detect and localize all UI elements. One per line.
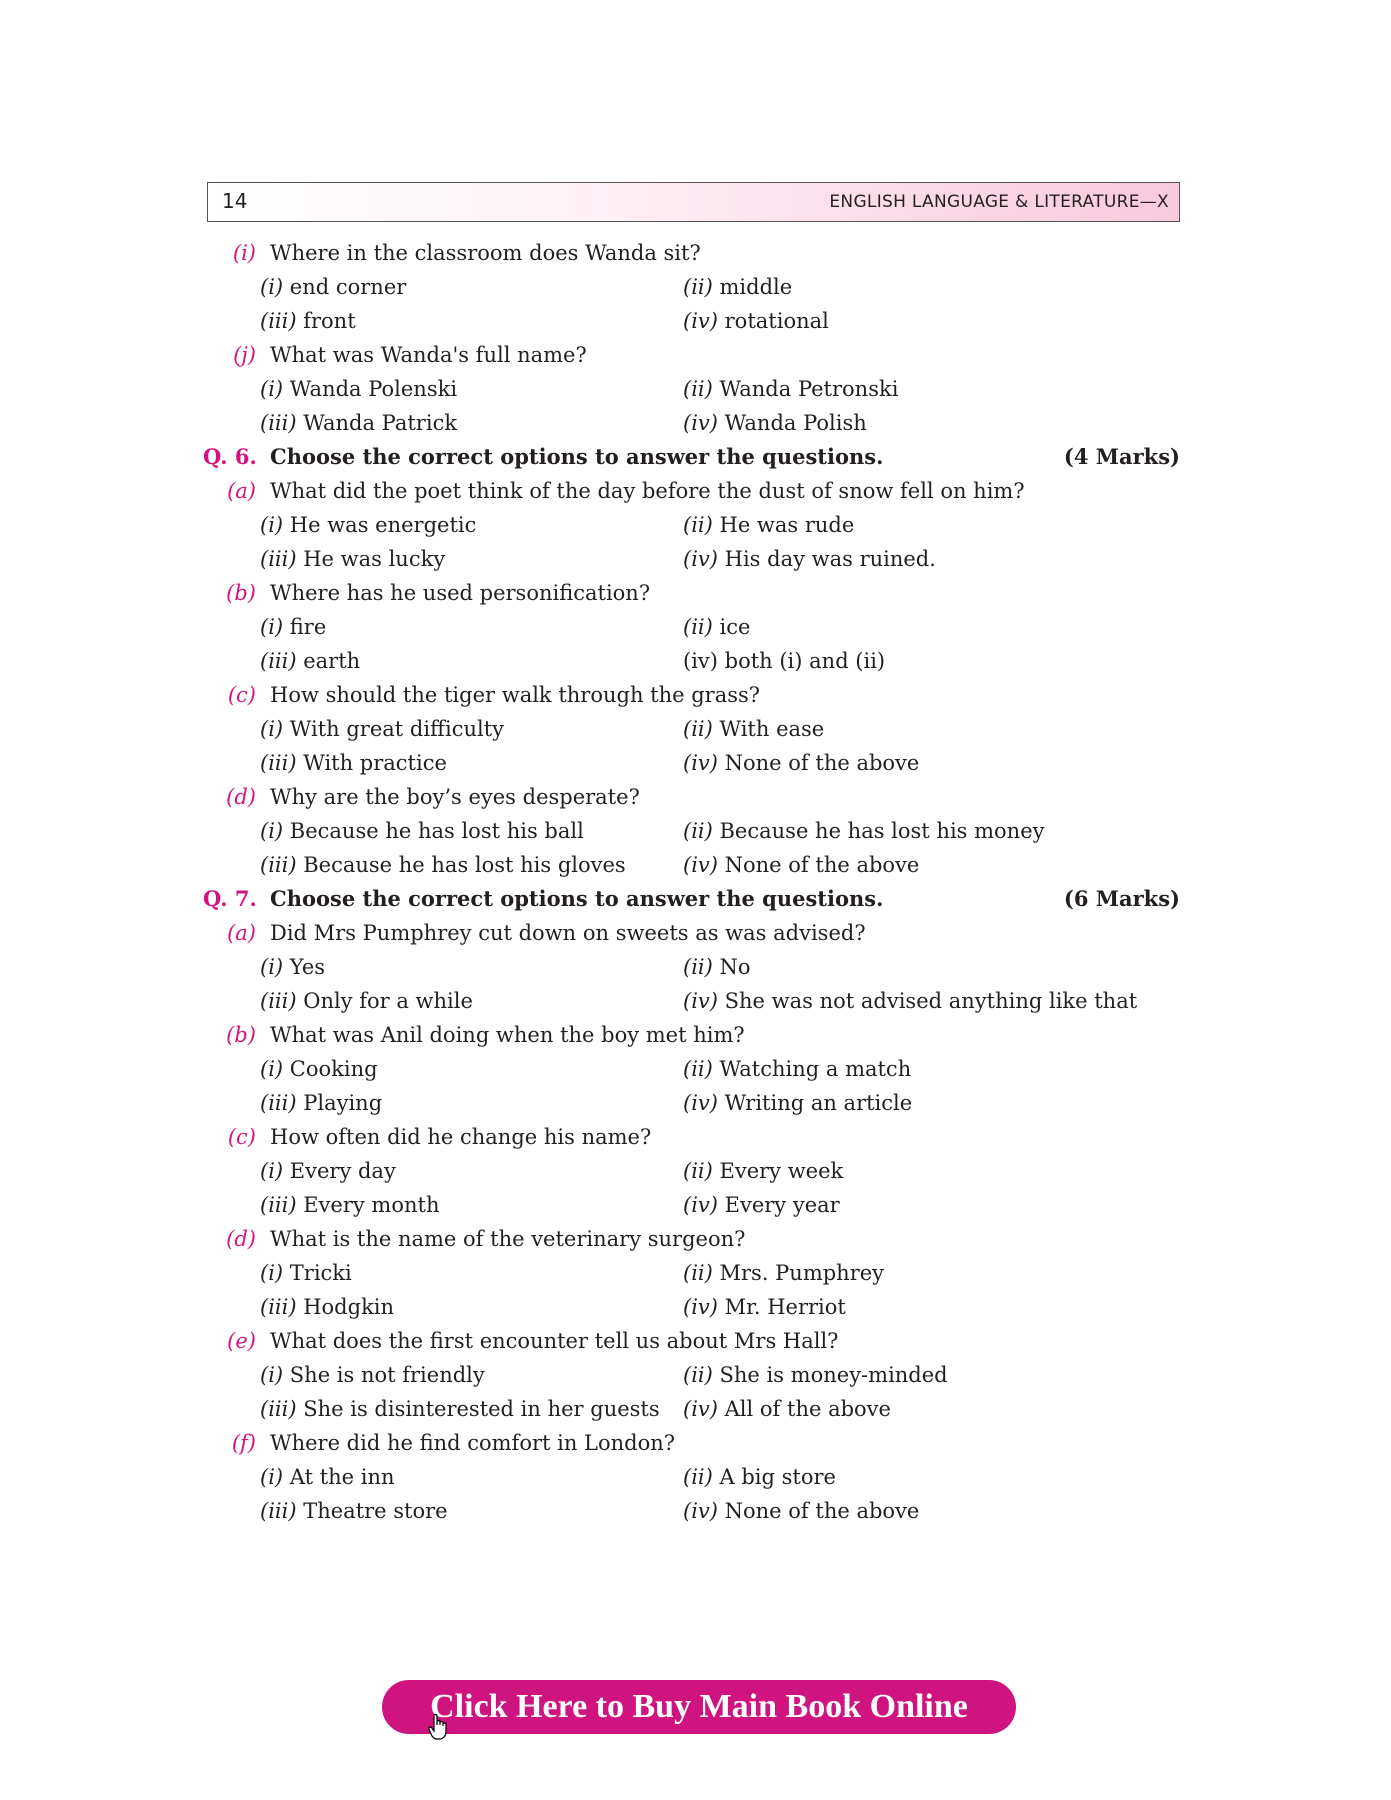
option-number: (iii) [260, 1091, 297, 1115]
option-number: (iv) [683, 1397, 718, 1421]
option-number: (ii) [683, 615, 713, 639]
item-label: (a) [227, 921, 256, 945]
question-marks: (4 Marks) [1063, 444, 1180, 469]
page-number: 14 [222, 189, 248, 213]
option-left [260, 950, 325, 984]
question-stem [0, 1222, 1391, 1256]
option-text: With practice [296, 751, 447, 775]
item-label: (f) [231, 1431, 256, 1455]
option-left [260, 610, 326, 644]
option-number: (ii) [683, 819, 713, 843]
option-text: Cooking [283, 1057, 378, 1081]
option-number: (iii) [260, 309, 297, 333]
option-left [260, 1460, 395, 1494]
option-number: (iv) [683, 1295, 718, 1319]
question-text: What does the first encounter tell us about Mrs Hall? [270, 1329, 839, 1353]
options-row [0, 950, 1391, 984]
option-right [683, 950, 751, 984]
option-text: Watching a match [712, 1057, 912, 1081]
options-row [0, 270, 1391, 304]
question-marks: (6 Marks) [1063, 886, 1180, 911]
page-header [207, 182, 1180, 222]
option-right [683, 746, 919, 780]
question-text: Where has he used personification? [270, 581, 651, 605]
option-number: (ii) [683, 1057, 713, 1081]
question-number: Q. 6. [203, 444, 257, 469]
item-label: (c) [227, 1125, 256, 1149]
option-text: Mr. Herriot [717, 1295, 846, 1319]
option-text: Because he has lost his money [712, 819, 1045, 843]
option-number: (iii) [260, 853, 297, 877]
option-number: (i) [260, 717, 284, 741]
options-row [0, 984, 1391, 1018]
option-number: (iv) [683, 411, 718, 435]
option-right [683, 1358, 948, 1392]
option-number: (iii) [260, 649, 297, 673]
option-left [260, 712, 504, 746]
question-heading [0, 440, 1391, 474]
option-number: (ii) [683, 717, 713, 741]
option-right [683, 1052, 911, 1086]
option-left [260, 1494, 448, 1528]
option-text: Hodgkin [296, 1295, 395, 1319]
option-left [260, 984, 473, 1018]
options-row [0, 508, 1391, 542]
option-left [260, 1154, 396, 1188]
option-text: Wanda Polenski [283, 377, 458, 401]
option-number: (ii) [683, 955, 713, 979]
option-left [260, 1188, 439, 1222]
item-label: (d) [226, 785, 256, 809]
options-row [0, 304, 1391, 338]
option-number: (ii) [683, 377, 713, 401]
question-stem [0, 338, 1391, 372]
option-text: He was lucky [296, 547, 446, 571]
question-instruction: Choose the correct options to answer the questions. [270, 886, 884, 911]
option-number: (i) [260, 275, 284, 299]
option-text: Every month [296, 1193, 440, 1217]
options-row [0, 406, 1391, 440]
question-stem [0, 1120, 1391, 1154]
option-text: She is disinterested in her guests [296, 1397, 660, 1421]
option-text: At the inn [283, 1465, 395, 1489]
option-left [260, 1358, 485, 1392]
option-text: end corner [283, 275, 407, 299]
option-right [683, 610, 750, 644]
option-left [260, 1290, 394, 1324]
option-number: (iii) [260, 411, 297, 435]
option-text: earth [296, 649, 361, 673]
item-label: (i) [232, 241, 256, 265]
options-row [0, 1290, 1391, 1324]
options-row [0, 746, 1391, 780]
option-text: middle [712, 275, 793, 299]
question-stem [0, 236, 1391, 270]
option-number: (iii) [260, 751, 297, 775]
question-stem [0, 1324, 1391, 1358]
item-label: (e) [227, 1329, 256, 1353]
item-label: (b) [226, 1023, 256, 1047]
question-text: What did the poet think of the day before the dust of snow fell on him? [270, 479, 1025, 503]
option-number: (ii) [683, 1465, 713, 1489]
question-text: How often did he change his name? [270, 1125, 652, 1149]
option-text: All of the above [717, 1397, 891, 1421]
option-left [260, 270, 406, 304]
question-text: Did Mrs Pumphrey cut down on sweets as was advised? [270, 921, 866, 945]
option-text: With ease [712, 717, 825, 741]
option-number: (ii) [683, 513, 713, 537]
option-number: (ii) [683, 1159, 713, 1183]
option-text: With great difficulty [283, 717, 504, 741]
question-stem [0, 780, 1391, 814]
question-text: Where did he find comfort in London? [270, 1431, 676, 1455]
question-text: Where in the classroom does Wanda sit? [270, 241, 701, 265]
option-left [260, 1086, 382, 1120]
option-text: A big store [712, 1465, 836, 1489]
option-text: Playing [296, 1091, 383, 1115]
option-left [260, 372, 457, 406]
option-right [683, 372, 898, 406]
question-text: How should the tiger walk through the grass? [270, 683, 761, 707]
option-number: (iv) [683, 853, 718, 877]
option-text: None of the above [717, 853, 920, 877]
option-text: Yes [283, 955, 326, 979]
option-number: (ii) [683, 275, 713, 299]
options-row [0, 1086, 1391, 1120]
question-number: Q. 7. [203, 886, 257, 911]
options-row [0, 1494, 1391, 1528]
option-text: She was not advised anything like that [717, 989, 1138, 1013]
options-row [0, 372, 1391, 406]
book-title: ENGLISH LANGUAGE & LITERATURE—X [829, 192, 1169, 212]
options-row [0, 848, 1391, 882]
option-number: (iv) [683, 751, 718, 775]
options-row [0, 1256, 1391, 1290]
question-stem [0, 474, 1391, 508]
option-text: His day was ruined. [717, 547, 936, 571]
question-heading [0, 882, 1391, 916]
option-text: None of the above [717, 1499, 920, 1523]
option-right [683, 542, 936, 576]
option-text: (iv) both (i) and (ii) [683, 649, 886, 673]
option-number: (iii) [260, 1397, 297, 1421]
option-text: Theatre store [296, 1499, 448, 1523]
option-left [260, 644, 360, 678]
question-stem [0, 1018, 1391, 1052]
options-row [0, 1052, 1391, 1086]
option-text: fire [283, 615, 327, 639]
option-number: (iii) [260, 989, 297, 1013]
question-stem [0, 678, 1391, 712]
item-label: (j) [233, 343, 256, 367]
option-right [683, 1154, 843, 1188]
question-instruction: Choose the correct options to answer the questions. [270, 444, 884, 469]
options-row [0, 644, 1391, 678]
options-row [0, 542, 1391, 576]
option-left [260, 1256, 352, 1290]
option-number: (iv) [683, 309, 718, 333]
option-text: She is not friendly [283, 1363, 485, 1387]
item-label: (b) [226, 581, 256, 605]
question-stem [0, 916, 1391, 950]
options-row [0, 610, 1391, 644]
option-left [260, 406, 457, 440]
option-right [683, 712, 824, 746]
option-number: (i) [260, 513, 284, 537]
option-right [683, 270, 792, 304]
option-text: No [712, 955, 751, 979]
option-number: (i) [260, 1159, 284, 1183]
option-left [260, 542, 445, 576]
item-label: (c) [227, 683, 256, 707]
option-right [683, 1086, 912, 1120]
option-number: (i) [260, 955, 284, 979]
option-text: Every week [712, 1159, 844, 1183]
option-number: (iv) [683, 989, 718, 1013]
option-right [683, 644, 885, 678]
option-text: He was rude [712, 513, 855, 537]
options-row [0, 1392, 1391, 1426]
option-number: (iv) [683, 1193, 718, 1217]
question-text: What is the name of the veterinary surgeon? [270, 1227, 746, 1251]
option-right [683, 1256, 884, 1290]
option-number: (iv) [683, 547, 718, 571]
options-row [0, 712, 1391, 746]
option-text: Every year [717, 1193, 840, 1217]
option-number: (ii) [683, 1363, 713, 1387]
option-right [683, 814, 1045, 848]
option-number: (i) [260, 377, 284, 401]
options-row [0, 1188, 1391, 1222]
option-left [260, 304, 356, 338]
option-text: He was energetic [283, 513, 477, 537]
option-number: (i) [260, 1261, 284, 1285]
option-text: Wanda Patrick [296, 411, 458, 435]
question-stem [0, 1426, 1391, 1460]
item-label: (a) [227, 479, 256, 503]
option-right [683, 848, 919, 882]
question-text: What was Wanda's full name? [270, 343, 587, 367]
option-number: (i) [260, 1465, 284, 1489]
option-text: rotational [717, 309, 829, 333]
option-text: Writing an article [717, 1091, 913, 1115]
option-text: Because he has lost his gloves [296, 853, 626, 877]
option-text: Mrs. Pumphrey [712, 1261, 885, 1285]
option-number: (iii) [260, 1295, 297, 1319]
option-right [683, 984, 1137, 1018]
option-right [683, 1392, 891, 1426]
option-number: (ii) [683, 1261, 713, 1285]
option-text: Wanda Petronski [712, 377, 899, 401]
options-row [0, 1460, 1391, 1494]
option-left [260, 814, 584, 848]
option-number: (iv) [683, 1091, 718, 1115]
hand-cursor-icon [428, 1714, 448, 1740]
option-right [683, 304, 829, 338]
option-number: (iii) [260, 1193, 297, 1217]
option-text: Every day [283, 1159, 396, 1183]
option-right [683, 508, 854, 542]
option-right [683, 1460, 836, 1494]
option-right [683, 1494, 919, 1528]
option-text: Because he has lost his ball [283, 819, 584, 843]
question-text: What was Anil doing when the boy met him? [270, 1023, 745, 1047]
option-text: Tricki [283, 1261, 352, 1285]
option-left [260, 848, 626, 882]
option-left [260, 1052, 378, 1086]
option-number: (i) [260, 1057, 284, 1081]
option-text: Wanda Polish [717, 411, 867, 435]
option-number: (i) [260, 1363, 284, 1387]
option-right [683, 1188, 840, 1222]
option-number: (iii) [260, 547, 297, 571]
question-stem [0, 576, 1391, 610]
option-text: She is money-minded [712, 1363, 948, 1387]
option-left [260, 508, 476, 542]
option-right [683, 1290, 846, 1324]
option-left [260, 746, 447, 780]
option-text: None of the above [717, 751, 920, 775]
option-text: front [296, 309, 356, 333]
item-label: (d) [226, 1227, 256, 1251]
option-text: ice [712, 615, 751, 639]
options-row [0, 814, 1391, 848]
option-number: (i) [260, 615, 284, 639]
option-right [683, 406, 867, 440]
option-left [260, 1392, 660, 1426]
question-text: Why are the boy’s eyes desperate? [270, 785, 640, 809]
question-list [0, 236, 1391, 1528]
option-number: (i) [260, 819, 284, 843]
option-number: (iii) [260, 1499, 297, 1523]
option-text: Only for a while [296, 989, 473, 1013]
option-number: (iv) [683, 1499, 718, 1523]
options-row [0, 1154, 1391, 1188]
buy-book-button[interactable]: Click Here to Buy Main Book Online [382, 1680, 1016, 1734]
options-row [0, 1358, 1391, 1392]
